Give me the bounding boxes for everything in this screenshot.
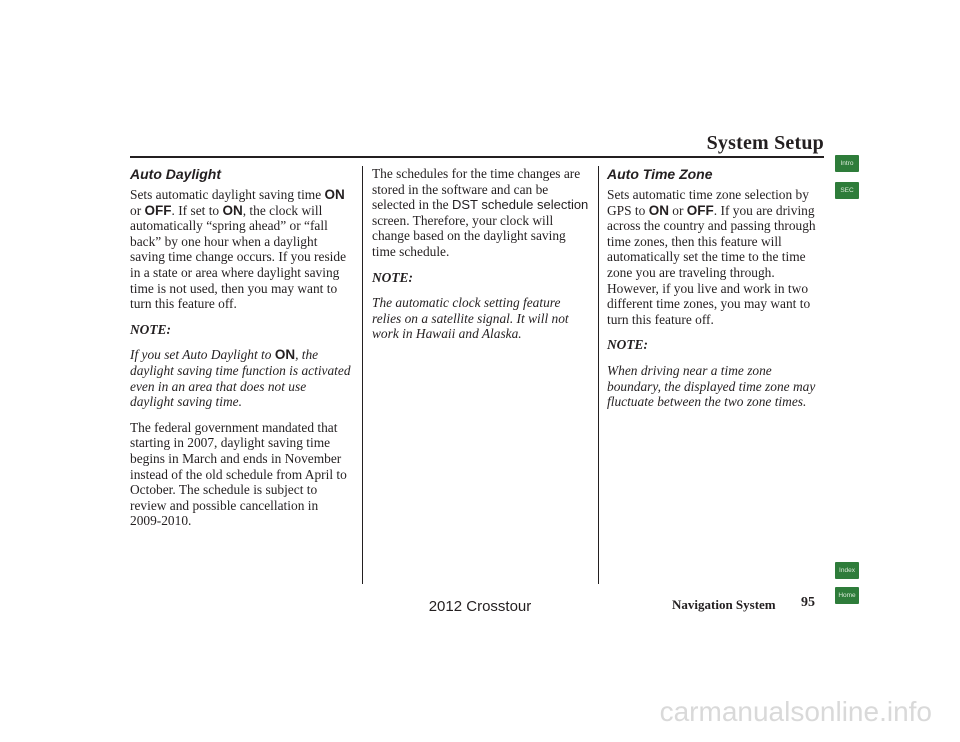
- intro-tab-button[interactable]: Intro: [835, 155, 859, 172]
- dst-schedule-selection-label: DST schedule selection: [451, 197, 589, 213]
- watermark-text: carmanualsonline.info: [659, 696, 932, 727]
- off-option: OFF: [144, 202, 172, 218]
- page-title: System Setup: [706, 132, 824, 154]
- note-text: When driving near a time zone boundary, the displayed time zone may fluctuate between the two zone times.: [607, 362, 816, 410]
- column-auto-daylight: [130, 166, 352, 539]
- section-heading-auto-daylight: Auto Daylight: [130, 166, 221, 182]
- federal-mandate-paragraph: The federal government mandated that starting in 2007, daylight saving time begins in March and ends in November instead of the old schedule from April to October. The schedule is subject to review and possible cancellation in 2009-2010.: [130, 419, 347, 529]
- auto-daylight-paragraph: Sets automatic daylight saving time ON or OFF. If set to ON, the clock will automatically “spring ahead” or “fall back” by one hour when a daylight saving time change occurs. If you reside in a state or area where daylight saving time is not used, then you may want to turn this feature off.: [130, 187, 347, 312]
- footer-model-name: 2012 Crosstour: [428, 598, 532, 615]
- on-option: ON: [648, 202, 669, 218]
- column-divider: [362, 166, 363, 584]
- page-number: 95: [801, 595, 815, 610]
- note-label: NOTE:: [130, 321, 171, 337]
- column-dst-schedule: [372, 166, 590, 352]
- on-option: ON: [324, 187, 345, 202]
- dst-schedule-paragraph: The schedules for the time changes are stored in the software and can be selected in the DST schedule selection screen. Therefore, your clock will change based on the daylight saving time schedule.: [372, 166, 589, 259]
- sec-tab-button[interactable]: SEC: [835, 182, 859, 199]
- column-auto-time-zone: [607, 166, 827, 420]
- footer-section-name: Navigation System: [672, 597, 776, 612]
- note-text: If you set Auto Daylight to ON, the daylight saving time function is activated even in an area that does not use daylight saving time.: [130, 347, 351, 410]
- home-tab-button[interactable]: Home: [835, 587, 859, 604]
- section-heading-auto-time-zone: Auto Time Zone: [607, 166, 713, 182]
- note-label: NOTE:: [372, 269, 413, 285]
- note-label: NOTE:: [607, 337, 648, 353]
- note-text: The automatic clock setting feature relies on a satellite signal. It will not work in Hawaii and Alaska.: [372, 295, 569, 342]
- auto-time-zone-paragraph: Sets automatic time zone selection by GPS to ON or OFF. If you are driving across the country and passing through time zones, then this feature will automatically set the time to the time zone you are traveling through. However, if you live and work in two different time zones, you may want to turn this feature off.: [607, 187, 816, 327]
- on-option: ON: [274, 347, 296, 363]
- header-rule: [130, 156, 824, 158]
- off-option: OFF: [686, 202, 714, 218]
- on-option: ON: [222, 202, 243, 218]
- column-divider: [598, 166, 599, 584]
- index-tab-button[interactable]: Index: [835, 562, 859, 579]
